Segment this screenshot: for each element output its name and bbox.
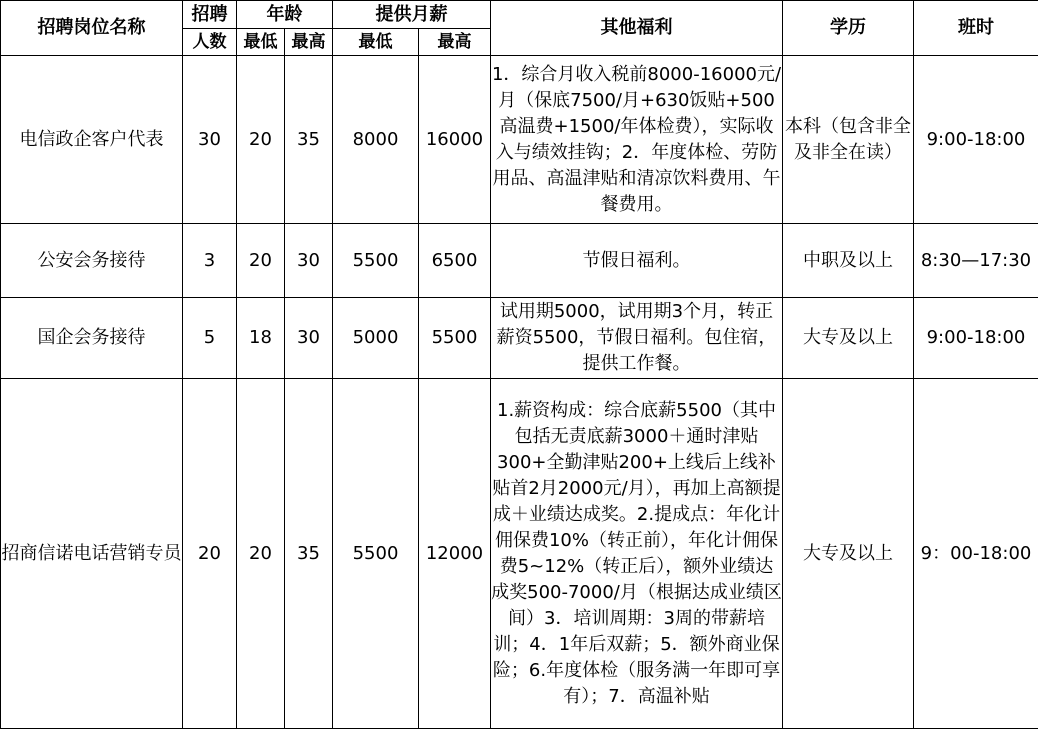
- position-cell: 公安会务接待: [1, 224, 183, 298]
- age-max-cell: 35: [285, 379, 333, 729]
- header-age: 年龄: [237, 1, 333, 29]
- header-hours: 班时: [914, 1, 1038, 56]
- salary-max-cell: 16000: [419, 56, 491, 224]
- table-row: [1, 56, 1038, 224]
- benefits-cell: 1.薪资构成：综合底薪5500（其中包括无责底薪3000＋通时津贴300+全勤津贴200+上线后上线补贴首2月2000元/月），再加上高额提成＋业绩达成奖。2.提成点：年化计佣保费10%（转正前），年化计佣保费5~12%（转正后），额外业绩达成奖500-7000/月（根据达成业绩区间）3．培训周期：3周的带薪培训；4．1年后双薪；5．额外商业保险；6.年度体检（服务满一年即可享有）；7．高温补贴: [491, 379, 783, 729]
- age-min-cell: 20: [237, 379, 285, 729]
- header-position: 招聘岗位名称: [1, 1, 183, 56]
- header-salary-max: 最高: [419, 29, 491, 56]
- education-cell: 大专及以上: [783, 379, 914, 729]
- salary-min-cell: 8000: [333, 56, 419, 224]
- salary-max-cell: 12000: [419, 379, 491, 729]
- education-cell: 中职及以上: [783, 224, 914, 298]
- benefits-cell: 节假日福利。: [491, 224, 783, 298]
- hours-cell: 9:00-18:00: [914, 298, 1038, 379]
- header-headcount-bottom: 人数: [183, 29, 237, 56]
- headcount-cell: 5: [183, 298, 237, 379]
- hours-cell: 8:30—17:30: [914, 224, 1038, 298]
- age-min-cell: 20: [237, 56, 285, 224]
- salary-min-cell: 5500: [333, 379, 419, 729]
- salary-min-cell: 5000: [333, 298, 419, 379]
- benefits-cell: 1．综合月收入税前8000-16000元/月（保底7500/月+630饭贴+500高温费+1500/年体检费），实际收入与绩效挂钩；2．年度体检、劳防用品、高温津贴和清凉饮料费用、午餐费用。: [491, 56, 783, 224]
- position-cell: 招商信诺电话营销专员: [1, 379, 183, 729]
- hours-cell: 9：00-18:00: [914, 379, 1038, 729]
- age-max-cell: 30: [285, 298, 333, 379]
- header-age-max: 最高: [285, 29, 333, 56]
- age-min-cell: 18: [237, 298, 285, 379]
- header-salary-min: 最低: [333, 29, 419, 56]
- header-salary: 提供月薪: [333, 1, 491, 29]
- position-cell: 国企会务接待: [1, 298, 183, 379]
- salary-max-cell: 6500: [419, 224, 491, 298]
- age-min-cell: 20: [237, 224, 285, 298]
- age-max-cell: 30: [285, 224, 333, 298]
- salary-min-cell: 5500: [333, 224, 419, 298]
- header-age-min: 最低: [237, 29, 285, 56]
- table-row: [1, 298, 1038, 379]
- header-education: 学历: [783, 1, 914, 56]
- headcount-cell: 20: [183, 379, 237, 729]
- table-row: [1, 224, 1038, 298]
- table-row: [1, 379, 1038, 729]
- headcount-cell: 3: [183, 224, 237, 298]
- headcount-cell: 30: [183, 56, 237, 224]
- header-row-1: [1, 1, 1038, 29]
- position-cell: 电信政企客户代表: [1, 56, 183, 224]
- education-cell: 大专及以上: [783, 298, 914, 379]
- age-max-cell: 35: [285, 56, 333, 224]
- education-cell: 本科（包含非全及非全在读）: [783, 56, 914, 224]
- header-benefits: 其他福利: [491, 1, 783, 56]
- hours-cell: 9:00-18:00: [914, 56, 1038, 224]
- salary-max-cell: 5500: [419, 298, 491, 379]
- benefits-cell: 试用期5000，试用期3个月，转正薪资5500，节假日福利。包住宿，提供工作餐。: [491, 298, 783, 379]
- header-headcount-top: 招聘: [183, 1, 237, 29]
